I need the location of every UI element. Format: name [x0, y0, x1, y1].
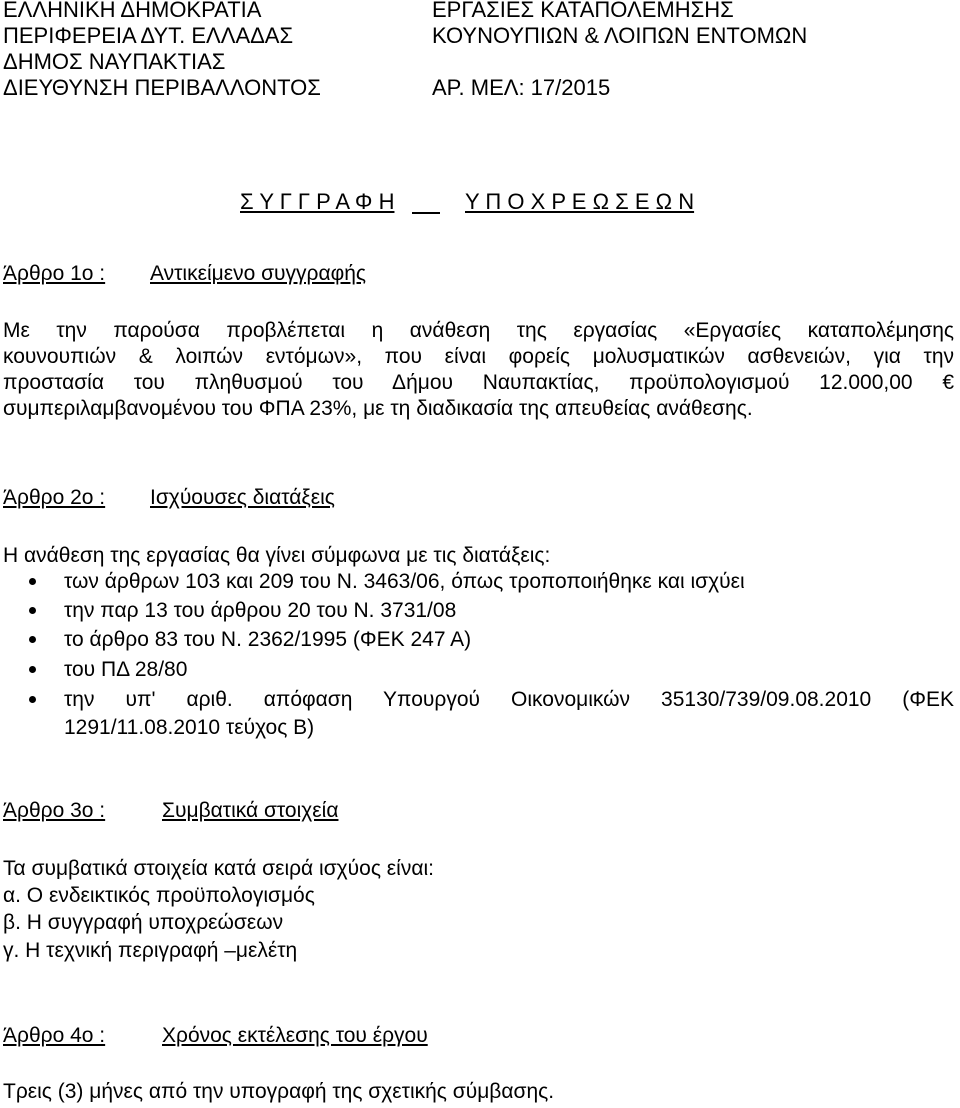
doc-title-word-1: Σ Υ Γ Γ Ρ Α Φ Η	[240, 189, 395, 214]
article3-item-3: γ. Η τεχνική περιγραφή –μελέτη	[3, 939, 298, 962]
header-left-line-3: ΔΗΜΟΣ ΝΑΥΠΑΚΤΙΑΣ	[3, 49, 226, 74]
article2-bullet-5-continuation: 1291/11.08.2010 τεύχος Β)	[64, 716, 315, 739]
article2-label-text: Άρθρο 2ο :	[3, 486, 106, 509]
header-right-line-4: ΑΡ. ΜΕΛ: 17/2015	[432, 75, 611, 100]
article2-bullet-5: την υπ' αριθ. απόφαση Υπουργού Οικονομικών 35130/739/09.08.2010 (ΦΕΚ	[64, 688, 954, 711]
bullet-dot-3	[29, 636, 36, 643]
article4-label: Άρθρο 4ο :	[3, 1024, 106, 1047]
article2-bullet-2: την παρ 13 του άρθρου 20 του Ν. 3731/08	[64, 599, 457, 622]
article1-text-line-3: προστασία του πληθυσμού του Δήμου Ναυπακτίας, προϋπολογισμού 12.000,00 €	[3, 371, 954, 394]
article1-text-line-1: Με την παρούσα προβλέπεται η ανάθεση της εργασίας «Εργασίες καταπολέμησης	[3, 319, 954, 342]
article2-bullet-3: το άρθρο 83 του Ν. 2362/1995 (ΦΕΚ 247 Α)	[64, 628, 472, 651]
header-left-line-4: ΔΙΕΥΘΥΝΣΗ ΠΕΡΙΒΑΛΛΟΝΤΟΣ	[3, 75, 321, 100]
doc-title-word-2: Υ Π Ο Χ Ρ Ε Ω Σ Ε Ω Ν	[465, 189, 695, 214]
article4-text: Τρεις (3) μήνες από την υπογραφή της σχετικής σύμβασης.	[3, 1080, 555, 1103]
article3-intro: Τα συμβατικά στοιχεία κατά σειρά ισχύος είναι:	[3, 857, 434, 880]
article3-title: Συμβατικά στοιχεία	[162, 799, 339, 822]
header-left-line-1: ΕΛΛΗΝΙΚΗ ΔΗΜΟΚΡΑΤΙΑ	[3, 0, 262, 22]
article1-label: Άρθρο 1ο :	[3, 262, 106, 285]
header-right-line-2: ΚΟΥΝΟΥΠΙΩΝ & ΛΟΙΠΩΝ ΕΝΤΟΜΩΝ	[432, 23, 808, 48]
article3-item-2: β. Η συγγραφή υποχρεώσεων	[3, 911, 284, 934]
bullet-dot-1	[29, 578, 36, 585]
article3-label: Άρθρο 3ο :	[3, 799, 106, 822]
doc-title-underline-gap	[412, 212, 440, 214]
article1-title: Αντικείμενο συγγραφής	[150, 262, 367, 285]
bullet-dot-5	[29, 696, 36, 703]
header-left-line-2: ΠΕΡΙΦΕΡΕΙΑ ΔΥΤ. ΕΛΛΑΔΑΣ	[3, 23, 294, 48]
bullet-dot-2	[29, 607, 36, 614]
article4-title: Χρόνος εκτέλεσης του έργου	[162, 1024, 428, 1047]
article1-text-line-4: συμπεριλαμβανομένου του ΦΠΑ 23%, με τη διαδικασία της απευθείας ανάθεσης.	[3, 397, 753, 420]
article2-title: Ισχύουσες διατάξεις	[150, 486, 335, 509]
header-right-line-1: ΕΡΓΑΣΙΕΣ ΚΑΤΑΠΟΛΕΜΗΣΗΣ	[432, 0, 734, 22]
article3-item-1: α. Ο ενδεικτικός προϋπολογισμός	[3, 884, 315, 907]
article2-intro: Η ανάθεση της εργασίας θα γίνει σύμφωνα με τις διατάξεις:	[3, 544, 551, 567]
article1-text-line-2: κουνουπιών & λοιπών εντόμων», που είναι φορείς μολυσματικών ασθενειών, για την	[3, 345, 954, 368]
article2-bullet-1: των άρθρων 103 και 209 του Ν. 3463/06, όπως τροποποιήθηκε και ισχύει	[64, 570, 745, 593]
bullet-dot-4	[29, 666, 36, 673]
article2-bullet-4: του ΠΔ 28/80	[64, 658, 188, 681]
article2-label	[3, 485, 105, 511]
